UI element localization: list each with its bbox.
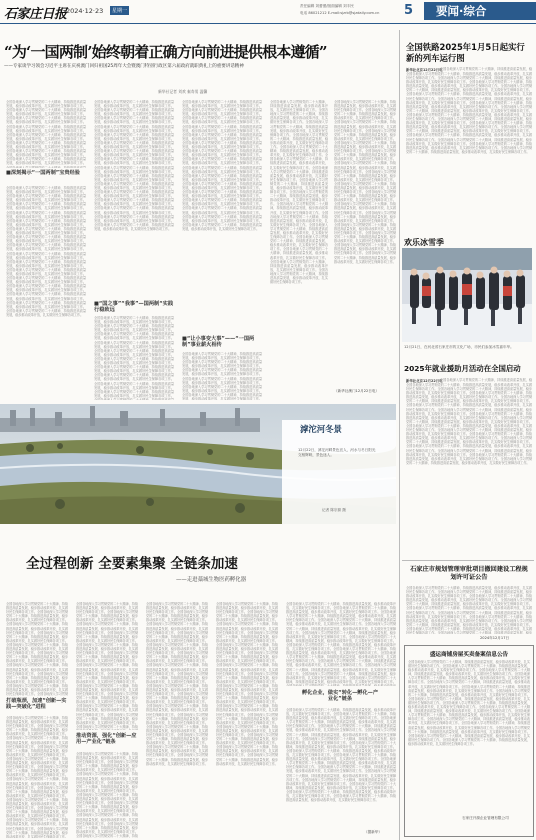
ad-footer: 石家庄开源企业管理有限公司 — [462, 816, 509, 820]
feature-subhead-1: 打破瓶颈，加速“创新—实践—突破化”进程 — [6, 698, 67, 711]
feature-subhead-2: 推动资源，强化“创新—应用—产业化”链条 — [76, 733, 137, 746]
employment-body — [406, 383, 532, 553]
notice-body — [406, 586, 532, 634]
page-number: 5 — [404, 3, 414, 18]
feature-col-5b — [286, 708, 396, 826]
right-column-divider — [399, 30, 400, 840]
feature-headline: 全过程创新 全要素集聚 全链条加速 — [26, 556, 238, 572]
masthead-rule — [0, 23, 536, 24]
lead-headline: “为‘一国两制’始终朝着正确方向前进提供根本遵循” — [4, 43, 327, 61]
contact-line-2: 电话 86021212 E-mail:sjzrb@sjzdaily.com.cn — [300, 11, 380, 15]
railway-body-2 — [406, 72, 532, 232]
ad-body — [408, 660, 530, 810]
weekday-badge: 星期一 — [112, 8, 128, 14]
newspaper-logo: 石家庄日报 — [4, 7, 67, 22]
feature-col-3 — [146, 602, 208, 838]
railway-headline: 全国铁路2025年1月5日起实行新的列车运行图 — [406, 42, 525, 63]
lead-end-note: （新华社澳门12月22日电） — [334, 389, 380, 393]
railway-dateline: 新华社北京12月22日电 — [406, 68, 443, 72]
ice-photo-title: 欢乐冰雪季 — [404, 238, 444, 247]
lead-col-2b — [94, 316, 174, 400]
lead-col-4 — [270, 100, 328, 400]
issue-date: 2024·12·23 — [66, 7, 104, 15]
feature-subheadline: ——走进藁城生物医药孵化器 — [176, 577, 247, 583]
lead-subheadline: ——专家谈学习领会习近平主席在庆祝澳门回归祖国25周年大会暨澳门特别行政区第六届政府就职典礼上的重要讲话精神 — [4, 64, 244, 69]
lead-col-2 — [94, 100, 174, 290]
lead-col-1b — [6, 186, 86, 400]
notice-title: 石家庄市规划管理审批项目撤回建设工程规划许可证公告 — [410, 566, 528, 581]
ice-festival-photo — [402, 248, 532, 342]
contact-line-1: 责任编辑 刘蕾蕾/版面编辑 刘丰民 — [300, 4, 354, 8]
lead-col-3b — [182, 352, 262, 400]
feature-col-1 — [6, 602, 68, 696]
employment-dateline: 新华社北京12月22日电 — [406, 379, 443, 383]
lead-col-3 — [182, 100, 262, 334]
masthead — [0, 0, 536, 24]
ad-title: 盛运商铺房屋买卖备案信息公告 — [429, 652, 509, 658]
river-photo-title: 滹沱河冬景 — [300, 424, 342, 434]
employment-headline: 2025年就业援助月活动在全国启动 — [404, 364, 521, 373]
lead-byline: 新华社记者 刘欢 秦寿男 温馨 — [158, 89, 208, 94]
feature-col-2 — [76, 602, 138, 730]
employment-body-lead — [440, 378, 532, 382]
lead-subhead-2: ■“国之事”“我事”—国两制“实践行稳致远 — [94, 301, 174, 314]
railway-body — [440, 67, 532, 71]
feature-col-5 — [286, 602, 396, 686]
feature-end-note: （据新华） — [364, 830, 382, 834]
river-photo-caption: 12月22日，滹沱河畔景色宜人，河水与冬日阳光交相辉映，景色迷人。 — [298, 448, 376, 457]
feature-col-1b — [6, 716, 68, 838]
river-photo-credit: 记者 陈宗源 摄 — [322, 508, 346, 512]
feature-col-4 — [216, 602, 278, 838]
notice-rule — [402, 560, 534, 561]
section-name: 要闻·综合 — [436, 4, 487, 18]
lead-subhead-1: ■深刻揭示“一国两制”宝贵经验 — [6, 170, 80, 176]
lead-col-5 — [334, 100, 396, 400]
notice-date: 2024年12月17日 — [480, 636, 510, 640]
ice-photo-caption: 12月21日，在河北省石家庄市的文化广场，市民们参加冰雪嘉年华。 — [404, 345, 514, 349]
feature-col-2b — [76, 752, 138, 838]
lead-col-1 — [6, 100, 86, 168]
lead-subhead-3: ■“让小事变大事”——“一国两制”事业薪火相传 — [182, 336, 255, 349]
feature-subhead-3: 孵化企业，做实“转化—孵化—产业化”链条 — [301, 690, 379, 703]
